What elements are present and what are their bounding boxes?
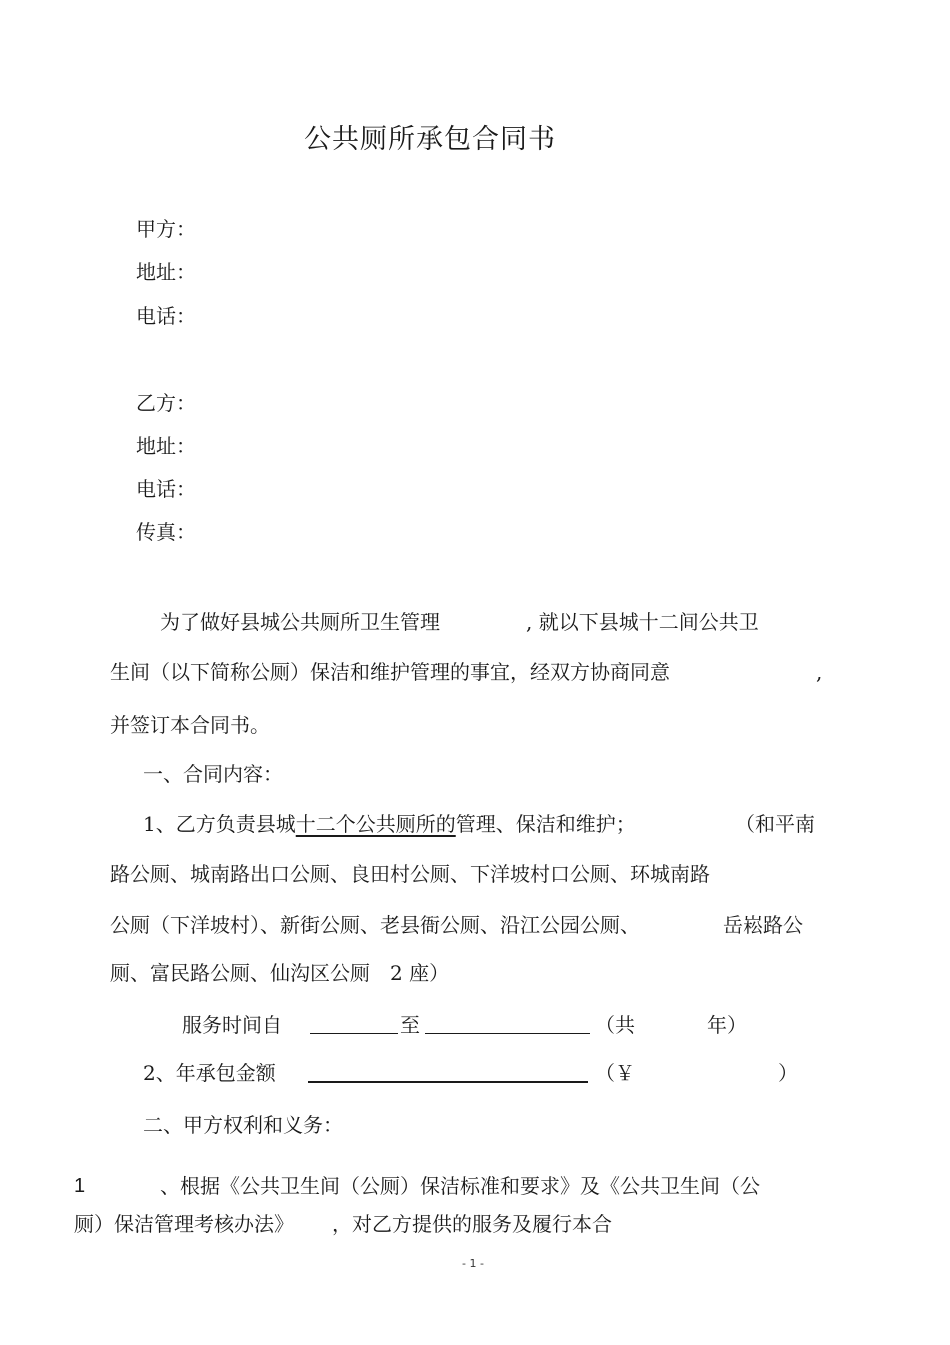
intro-line-1a: 为了做好县城公共厕所卫生管理 bbox=[160, 610, 440, 634]
page-number: - 1 - bbox=[462, 1257, 484, 1270]
section-1-item-1-line-3a: 公厕（下洋坡村）、新街公厕、老县衙公厕、沿江公园公厕、 bbox=[110, 913, 640, 937]
section-1-item-1-paren: （和平南 bbox=[735, 812, 815, 836]
annual-amount-blank[interactable] bbox=[308, 1061, 588, 1088]
service-start-blank[interactable] bbox=[310, 1013, 398, 1039]
party-b-label: 乙方： bbox=[136, 391, 196, 415]
service-total-close: 年） bbox=[707, 1013, 747, 1037]
party-b-fax-label: 传真： bbox=[136, 520, 196, 544]
annual-amount-yen-close: ） bbox=[778, 1061, 798, 1085]
section-1-heading: 一、合同内容： bbox=[143, 762, 283, 786]
party-b-address-label: 地址： bbox=[136, 434, 196, 458]
section-2-item-1-line-1: 、根据《公共卫生间（公厕）保洁标准和要求》及《公共卫生间（公 bbox=[160, 1174, 760, 1198]
party-b-phone-label: 电话： bbox=[136, 477, 196, 501]
section-2-item-1-line-2b: ，对乙方提供的服务及履行本合 bbox=[332, 1212, 612, 1236]
intro-line-3: 并签订本合同书。 bbox=[110, 713, 270, 737]
service-total-open: （共 bbox=[595, 1013, 635, 1037]
section-1-item-1-line-4: 厕、富民路公厕、仙沟区公厕 2 座） bbox=[110, 961, 450, 985]
section-1-item-1-line-3b: 岳崧路公 bbox=[723, 913, 803, 937]
section-2-item-1-number: 1 bbox=[74, 1175, 86, 1197]
section-1-item-1-pre: 1、乙方负责县城 bbox=[143, 812, 296, 836]
party-a-phone-label: 电话： bbox=[136, 304, 196, 328]
intro-line-2a: 生间（以下简称公厕）保洁和维护管理的事宜，经双方协商同意 bbox=[110, 660, 670, 684]
party-a-address-label: 地址： bbox=[136, 260, 196, 284]
intro-line-1b: , 就以下县城十二间公共卫 bbox=[526, 610, 759, 634]
section-1-item-1-post: 管理、保洁和维护； bbox=[455, 812, 636, 836]
annual-amount-yen-open: （￥ bbox=[595, 1061, 635, 1085]
section-2-heading: 二、甲方权利和义务： bbox=[143, 1113, 343, 1137]
party-a-label: 甲方： bbox=[136, 217, 196, 241]
section-2-item-1-line-2a: 厕）保洁管理考核办法》 bbox=[74, 1212, 294, 1236]
service-time-label: 服务时间自 bbox=[182, 1013, 282, 1037]
section-1-item-1-underlined: 十二个公共厕所的 bbox=[295, 812, 456, 836]
service-to-label: 至 bbox=[400, 1013, 420, 1037]
section-1-item-1-line-2: 路公厕、城南路出口公厕、良田村公厕、下洋坡村口公厕、环城南路 bbox=[110, 862, 710, 886]
service-end-blank[interactable] bbox=[425, 1013, 590, 1039]
section-1-item-1 bbox=[143, 812, 636, 836]
annual-amount-label: 2、年承包金额 bbox=[143, 1061, 276, 1085]
document-title: 公共厕所承包合同书 bbox=[304, 124, 556, 155]
intro-line-2b: , bbox=[816, 660, 823, 684]
